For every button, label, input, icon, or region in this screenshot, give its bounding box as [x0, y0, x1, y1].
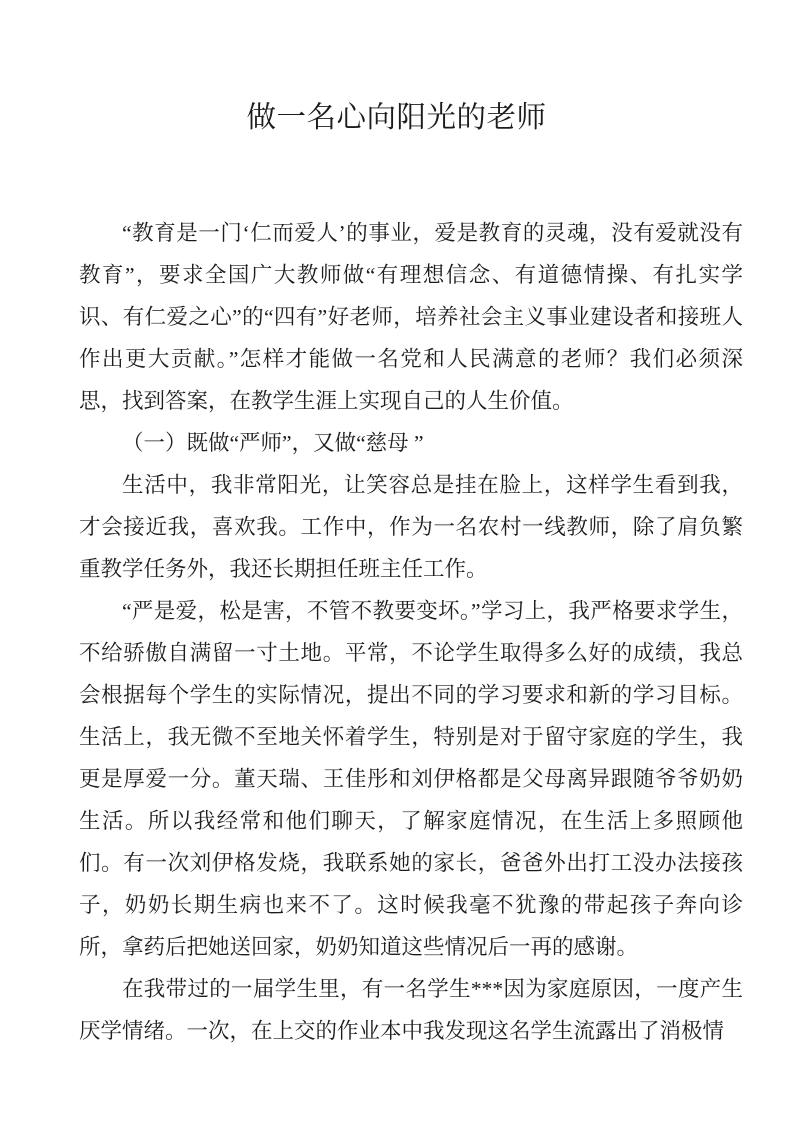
body-paragraph: 在我带过的一届学生里，有一名学生***因为家庭原因，一度产生厌学情绪。一次，在上交的作业本中我发现这名学生流露出了消极情	[79, 977, 743, 1043]
page-title: 做一名心向阳光的老师	[246, 102, 547, 134]
body-paragraph: “严是爱，松是害，不管不教要变坏。”学习上，我严格要求学生，不给骄傲自满留一寸土地。平常，不论学生取得多么好的成绩，我总会根据每个学生的实际情况，提出不同的学习要求和新的学习目标。生活上，我无微不至地关怀着学生，特别是对于留守家庭的学生，我更是厚爱一分。董天瑞、王佳彤和刘伊格都是父母离异跟随爷爷奶奶生活。所以我经常和他们聊天，了解家庭情况，在生活上多照顾他们。有一次刘伊格发烧，我联系她的家长，爸爸外出打工没办法接孩子，奶奶长期生病也来不了。这时候我毫不犹豫的带起孩子奔向诊所，拿药后把她送回家，奶奶知道这些情况后一再的感谢。	[79, 599, 743, 959]
document-body	[79, 212, 743, 1052]
body-paragraph: （一）既做“严师”，又做“慈母 ”	[122, 431, 424, 455]
body-paragraph: “教育是一门‘仁而爱人’的事业，爱是教育的灵魂，没有爱就没有教育”，要求全国广大教师做“有理想信念、有道德情操、有扎实学识、有仁爱之心”的“四有”好老师，培养社会主义事业建设者和接班人作出更大贡献。”怎样才能做一名党和人民满意的老师？我们必须深思，找到答案，在教学生涯上实现自己的人生价值。	[79, 221, 743, 413]
body-paragraph: 生活中，我非常阳光，让笑容总是挂在脸上，这样学生看到我，才会接近我，喜欢我。工作中，作为一名农村一线教师，除了肩负繁重教学任务外，我还长期担任班主任工作。	[79, 473, 743, 581]
